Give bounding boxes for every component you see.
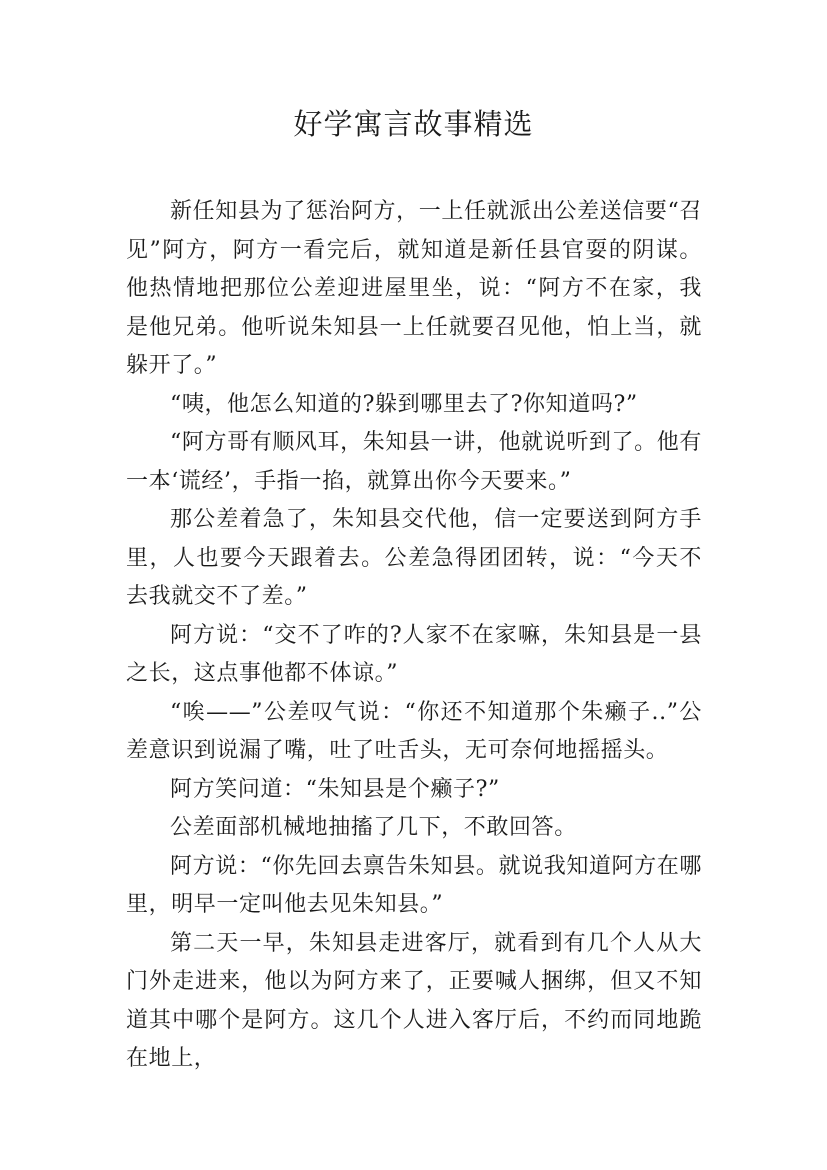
paragraph: 阿方说：“你先回去禀告朱知县。就说我知道阿方在哪里，明早一定叫他去见朱知县。”: [126, 853, 702, 917]
paragraph: 阿方笑问道：“朱知县是个癞子?”: [170, 776, 500, 802]
paragraph: 阿方说：“交不了咋的?人家不在家嘛，朱知县是一县之长，这点事他都不体谅。”: [126, 622, 702, 686]
paragraph: 公差面部机械地抽搐了几下，不敢回答。: [170, 815, 577, 840]
paragraph: 第二天一早，朱知县走进客厅，就看到有几个人从大门外走进来，他以为阿方来了，正要喊人捆绑，但又不知道其中哪个是阿方。这几个人进入客厅后，不约而同地跪在地上，: [126, 930, 702, 1071]
paragraph: “咦，他怎么知道的?躲到哪里去了?你知道吗?”: [170, 391, 638, 417]
paragraph: 那公差着急了，朱知县交代他，信一定要送到阿方手里，人也要今天跟着去。公差急得团团转，说：“今天不去我就交不了差。”: [126, 507, 702, 609]
document-body: [126, 193, 702, 1079]
paragraph: 新任知县为了惩治阿方，一上任就派出公差送信要“召见”阿方，阿方一看完后，就知道是新任县官耍的阴谋。他热情地把那位公差迎进屋里坐，说：“阿方不在家，我是他兄弟。他听说朱知县一上任就要召见他，怕上当，就躲开了。”: [126, 199, 702, 378]
paragraph: “唉——”公差叹气说：“你还不知道那个朱癞子..”公差意识到说漏了嘴，吐了吐舌头，无可奈何地摇摇头。: [126, 699, 702, 763]
paragraph: “阿方哥有顺风耳，朱知县一讲，他就说听到了。他有一本‘谎经’，手指一掐，就算出你今天要来。”: [126, 430, 702, 494]
document-title: 好学寓言故事精选: [293, 107, 534, 141]
